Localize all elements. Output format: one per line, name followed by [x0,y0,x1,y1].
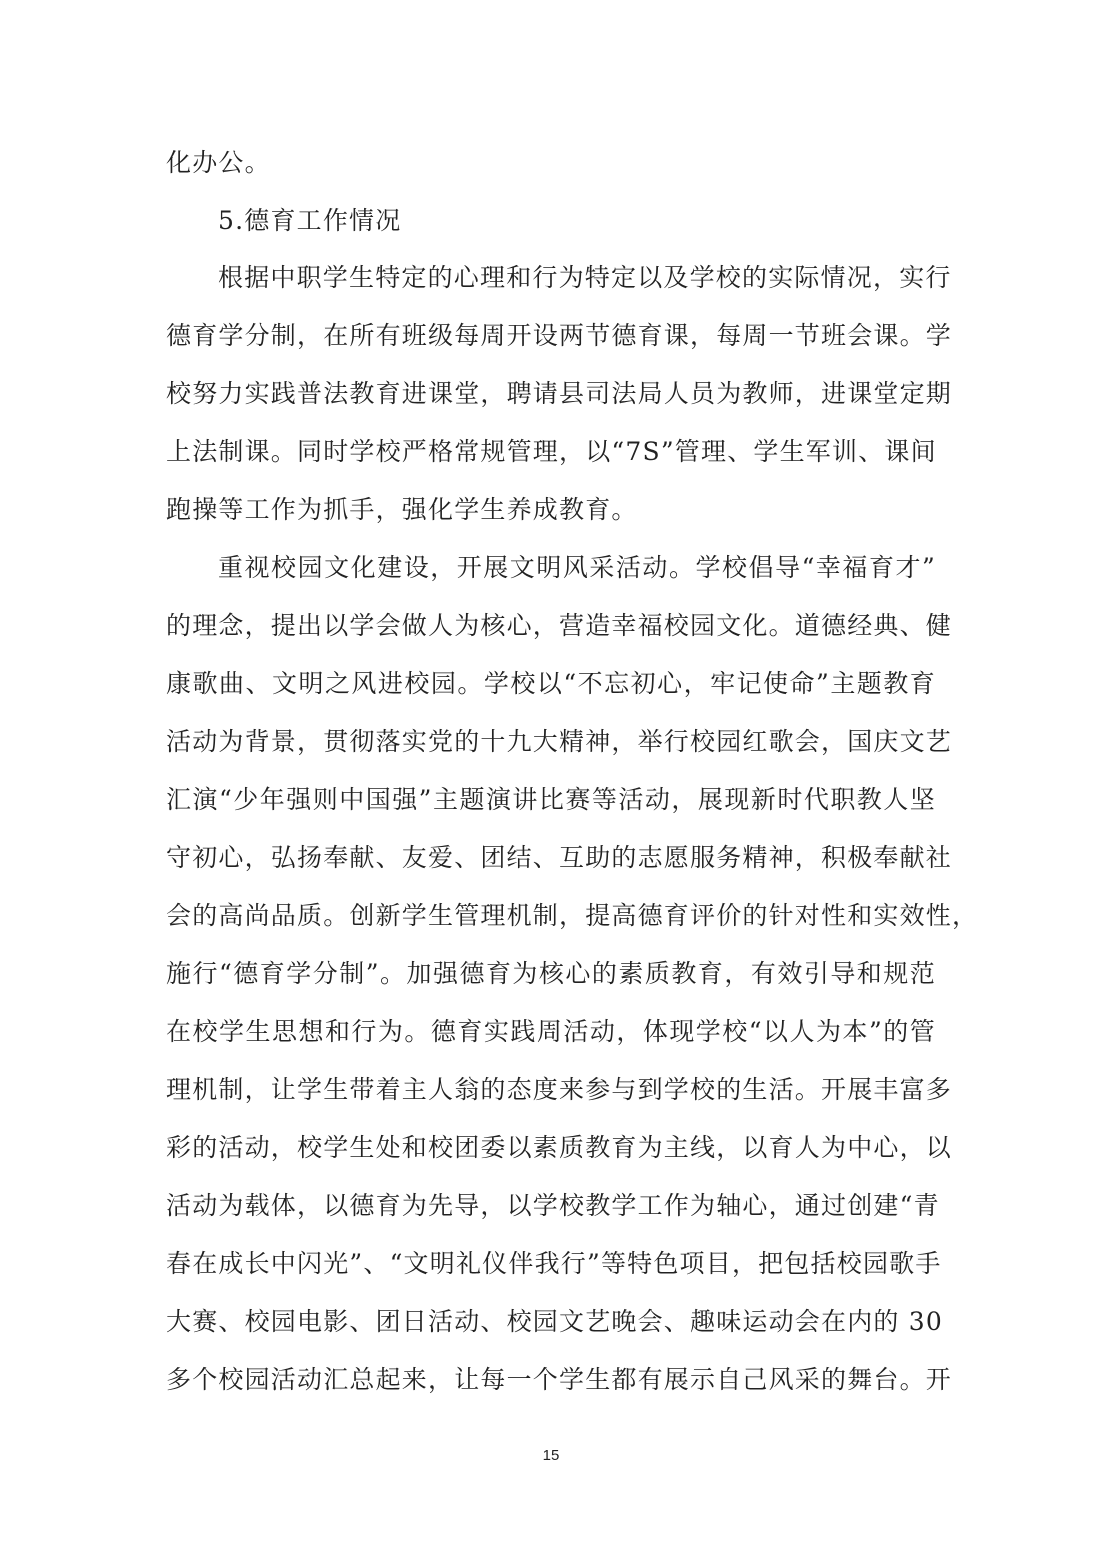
paragraph-2-line-10: 理机制，让学生带着主人翁的态度来参与到学校的生活。开展丰富多 [166,1075,953,1104]
paragraph-2-line-5: 汇演“少年强则中国强”主题演讲比赛等活动，展现新时代职教人坚 [166,785,936,814]
section-heading: 5.德育工作情况 [218,206,402,235]
paragraph-2-line-13: 春在成长中闪光”、“文明礼仪伴我行”等特色项目，把包括校园歌手 [166,1249,942,1278]
paragraph-2-line-1: 重视校园文化建设，开展文明风采活动。学校倡导“幸福育才” [218,553,936,582]
paragraph-2-line-9: 在校学生思想和行为。德育实践周活动，体现学校“以人为本”的管 [166,1017,936,1046]
paragraph-2-line-7: 会的高尚品质。创新学生管理机制，提高德育评价的针对性和实效性， [166,901,979,930]
paragraph-2-line-2: 的理念，提出以学会做人为核心，营造幸福校园文化。道德经典、健 [166,611,953,640]
paragraph-2-line-3: 康歌曲、文明之风进校园。学校以“不忘初心，牢记使命”主题教育 [166,669,936,698]
paragraph-2-line-14: 大赛、校园电影、团日活动、校园文艺晚会、趣味运动会在内的 30 [166,1307,943,1336]
paragraph-1-line-3: 校努力实践普法教育进课堂，聘请县司法局人员为教师，进课堂定期 [166,379,953,408]
page-number: 15 [542,1447,560,1464]
paragraph-2-line-6: 守初心，弘扬奉献、友爱、团结、互助的志愿服务精神，积极奉献社 [166,843,953,872]
paragraph-2-line-11: 彩的活动，校学生处和校团委以素质教育为主线，以育人为中心，以 [166,1133,953,1162]
paragraph-2-line-8: 施行“德育学分制”。加强德育为核心的素质教育，有效引导和规范 [166,959,936,988]
paragraph-1-line-5: 跑操等工作为抓手，强化学生养成教育。 [166,495,638,524]
paragraph-1-line-1: 根据中职学生特定的心理和行为特定以及学校的实际情况，实行 [218,263,952,292]
paragraph-2-line-4: 活动为背景，贯彻落实党的十九大精神，举行校园红歌会，国庆文艺 [166,727,953,756]
text-line-continuation: 化办公。 [166,148,271,177]
paragraph-2-line-12: 活动为载体，以德育为先导，以学校教学工作为轴心，通过创建“青 [166,1191,940,1220]
paragraph-1-line-2: 德育学分制，在所有班级每周开设两节德育课，每周一节班会课。学 [166,321,953,350]
paragraph-2-line-15: 多个校园活动汇总起来，让每一个学生都有展示自己风采的舞台。开 [166,1365,953,1394]
paragraph-1-line-4: 上法制课。同时学校严格常规管理，以“7S”管理、学生军训、课间 [166,437,937,466]
